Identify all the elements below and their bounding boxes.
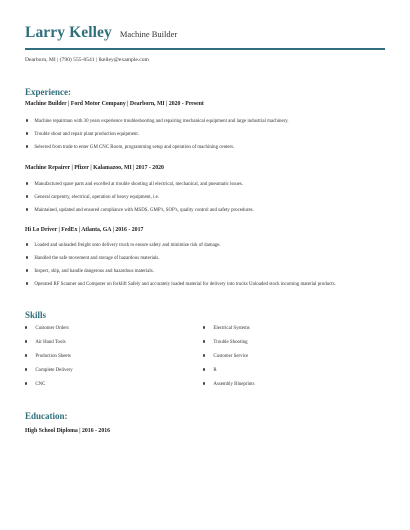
bullet-icon — [203, 326, 205, 328]
skill-item: CNC — [25, 382, 45, 387]
job-bullet: Handled the safe movement and storage of hazardous materials. — [25, 256, 159, 261]
skill-item: Customer Orders — [25, 326, 69, 331]
bullet-icon — [26, 195, 28, 197]
bullet-icon — [26, 243, 28, 245]
skill-item: Production Sheets — [25, 354, 71, 359]
contact-line: Dearborn, MI | (790) 555-0541 | lkelley@example.com — [25, 57, 149, 63]
candidate-role: Machine Builder — [119, 29, 178, 39]
bullet-icon — [25, 340, 27, 342]
bullet-icon — [26, 182, 28, 184]
education-heading: Education: — [25, 411, 68, 421]
candidate-name: Larry Kelley — [25, 24, 112, 41]
bullet-icon — [25, 326, 27, 328]
experience-heading: Experience: — [25, 87, 71, 97]
job-bullet: Manufactured spare parts and excelled at trouble shooting all electrical, mechanical, and pneumatic issues. — [25, 182, 243, 187]
skill-item: Electrical Systems — [203, 326, 250, 331]
bullet-icon — [26, 145, 28, 147]
bullet-icon — [25, 354, 27, 356]
education-entry: High School Diploma | 2016 - 2016 — [25, 428, 111, 434]
job-bullet: Selected from trade to enter GM CNC Room, programming setup and operation of machining centers. — [25, 145, 234, 150]
job-bullet: Inspect, ship, and handle dangerous and hazardous materials. — [25, 269, 154, 274]
bullet-icon — [26, 208, 28, 210]
job-bullet: Maintained, updated and ensured compliance with MSDS, GMP's, SOP's, quality control and safety procedures. — [25, 208, 254, 213]
bullet-icon — [25, 382, 27, 384]
skill-item: Trouble Shooting — [203, 340, 248, 345]
bullet-icon — [203, 368, 205, 370]
bullet-icon — [203, 354, 205, 356]
bullet-icon — [25, 368, 27, 370]
bullet-icon — [26, 256, 28, 258]
job-bullet: Loaded and unloaded freight onto delivery truck to ensure safety and minimize risk of damage. — [25, 243, 221, 248]
skill-item: Air Hand Tools — [25, 340, 66, 345]
header-divider — [25, 48, 385, 50]
job-heading: Machine Builder | Ford Motor Company | Dearborn, MI | 2020 - Present — [25, 101, 204, 107]
skill-item: R — [203, 368, 217, 373]
bullet-icon — [26, 132, 28, 134]
skill-item: Complete Delivery — [25, 368, 73, 373]
job-bullet: Trouble shoot and repair plant production equipment. — [25, 132, 139, 137]
skill-item: Customer Service — [203, 354, 248, 359]
bullet-icon — [203, 382, 205, 384]
bullet-icon — [26, 119, 28, 121]
bullet-icon — [26, 282, 28, 284]
skill-item: Assembly Blueprints — [203, 382, 255, 387]
skills-heading: Skills — [25, 310, 47, 320]
bullet-icon — [203, 340, 205, 342]
bullet-icon — [26, 269, 28, 271]
job-heading: Hi Lo Driver | FedEx | Atlanta, GA | 2016 - 2017 — [25, 227, 144, 233]
job-bullet: Operated RF Scanner and Computer on forklift Safely and accurately loaded material for delivery into trucks Unloaded stock incoming material products. — [25, 282, 336, 287]
job-bullet: General carpentry, electrical, operation of heavy equipment, i.e. — [25, 195, 159, 200]
job-bullet: Machine repairman with 30 years experience troubleshooting and repairing mechanical equipment and large industrial machinery. — [25, 119, 289, 124]
job-heading: Machine Repairer | Pfizer | Kalamazoo, MI | 2017 - 2020 — [25, 165, 164, 171]
resume-header — [25, 24, 177, 42]
